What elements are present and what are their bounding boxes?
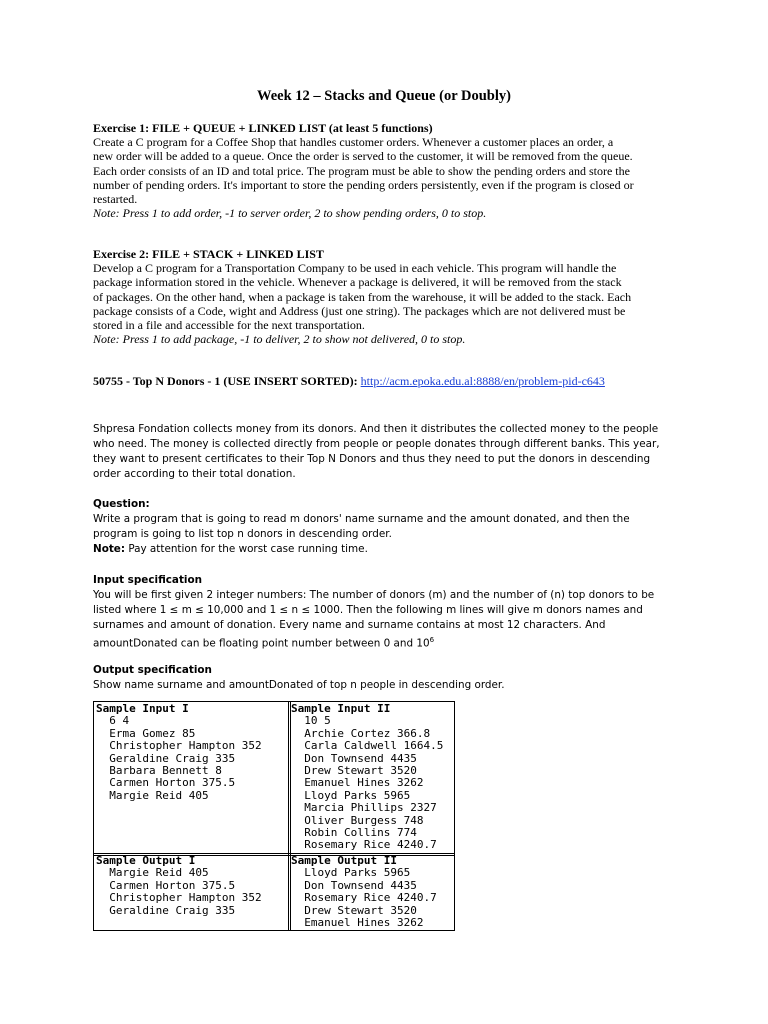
output-spec-heading: Output specification [93,664,212,676]
question-note-text: Pay attention for the worst case running time. [125,543,368,555]
sample-input-2-lines-line: Don Townsend 4435 [291,751,417,765]
sample-input-1-lines-line: Erma Gomez 85 [96,726,196,740]
sample-output-1-lines [96,867,262,917]
exercise-2-heading: Exercise 2: FILE + STACK + LINKED LIST [93,247,324,261]
problem-intro-line: order according to their total donation. [93,468,296,480]
sample-input-2-lines-line: Robin Collins 774 [291,826,417,840]
exercise-1-note: Note: Press 1 to add order, -1 to server order, 2 to show pending orders, 0 to stop. [93,206,487,221]
sample-input-2-label: Sample Input II [291,702,391,715]
sample-output-1-lines-line: Carmen Horton 375.5 [96,878,236,892]
input-spec-body-line: listed where 1 ≤ m ≤ 10,000 and 1 ≤ n ≤ 1000. Then the following m lines will give m donors names and [93,604,643,616]
sample-output-2-lines-line: Drew Stewart 3520 [291,903,417,917]
input-spec-section [93,573,683,651]
exercise-2-body [93,261,683,332]
exercise-2-body-line: package consists of a Code, wight and Address (just one string). The packages which are not delivered must be [93,303,626,318]
input-spec-body-line: You will be first given 2 integer numbers: The number of donors (m) and the number of (n) top donors to be [93,589,655,601]
sample-output-2-lines-line: Lloyd Parks 5965 [291,866,411,880]
sample-input-2-lines-line: 10 5 [291,714,331,728]
sample-output-2-lines-line: Emanuel Hines 3262 [291,916,424,930]
exercise-1-body-line: Each order consists of an ID and total price. The program must be able to show the pending orders and store the [93,163,630,178]
sample-output-1-label: Sample Output I [96,854,196,867]
exercise-2-body-line: of packages. On the other hand, when a package is taken from the warehouse, it will be added to the stack. Each [93,289,632,304]
sample-output-2-lines [291,867,437,929]
sample-input-1-label: Sample Input I [96,702,189,715]
sample-input-1-lines-line: Barbara Bennett 8 [96,764,222,778]
sample-output-1-lines-line: Christopher Hampton 352 [96,891,262,905]
question-body-line: program is going to list top n donors in descending order. [93,528,392,540]
problem-intro [93,422,683,482]
sample-input-2-lines [291,715,443,851]
exercise-1-heading: Exercise 1: FILE + QUEUE + LINKED LIST (at least 5 functions) [93,121,433,135]
problem-heading-row [93,374,683,388]
input-spec-heading: Input specification [93,574,203,586]
problem-intro-line: who need. The money is collected directly from people or people donates through different banks. This year, [93,438,660,450]
exercise-2-body-line: package information stored in the vehicle. Whenever a package is delivered, it will be removed from the stack [93,275,622,290]
sample-output-2-label: Sample Output II [291,854,397,867]
input-spec-last-text: amountDonated can be floating point number between 0 and 10 [93,637,430,650]
page-title: Week 12 – Stacks and Queue (or Doubly) [257,88,511,104]
sample-input-2-lines-line: Drew Stewart 3520 [291,764,417,778]
input-spec-last-line [93,633,683,651]
question-body-line: Write a program that is going to read m donors' name surname and the amount donated, and then the [93,513,630,525]
sample-input-1-lines-line: 6 4 [96,714,130,728]
exercise-1-body-line: Create a C program for a Coffee Shop that handles customer orders. Whenever a customer places an order, a [93,135,614,150]
output-spec-section [93,663,683,693]
sample-input-1-lines-line: Geraldine Craig 335 [96,751,236,765]
sample-input-2-lines-line: Oliver Burgess 748 [291,813,424,827]
question-body [93,512,683,542]
sample-output-2-cell [291,855,437,929]
sample-input-2-lines-line: Marcia Phillips 2327 [291,801,437,815]
question-section [93,497,683,557]
sample-input-2-lines-line: Emanuel Hines 3262 [291,776,424,790]
input-spec-body [93,588,683,633]
exercise-1-body-line: restarted. [93,192,138,207]
sample-input-1-lines-line: Margie Reid 405 [96,788,209,802]
sample-input-1-lines [96,715,262,802]
problem-heading: 50755 - Top N Donors - 1 (USE INSERT SORTED): [93,374,358,388]
sample-input-1-lines-line: Carmen Horton 375.5 [96,776,236,790]
question-note-label: Note: [93,543,126,555]
question-note [93,542,683,557]
input-spec-exponent: 6 [429,636,435,644]
exercise-2-body-line: Develop a C program for a Transportation Company to be used in each vehicle. This program will handle the [93,261,617,276]
samples-table [93,701,455,931]
exercise-1-body [93,135,683,206]
sample-input-1-cell [96,703,262,802]
exercise-2-body-line: stored in a file and accessible for the next transportation. [93,318,365,333]
exercise-2-section [93,247,683,346]
sample-input-2-lines-line: Lloyd Parks 5965 [291,788,411,802]
problem-intro-line: they want to present certificates to their Top N Donors and thus they need to put the donors in descending [93,453,651,465]
exercise-1-section [93,121,683,220]
problem-link[interactable]: http://acm.epoka.edu.al:8888/en/problem-pid-c643 [360,374,605,388]
sample-output-1-lines-line: Margie Reid 405 [96,866,209,880]
exercise-1-body-line: new order will be added to a queue. Once the order is served to the customer, it will be removed from the queue. [93,149,633,164]
exercise-1-body-line: number of pending orders. It's important to store the pending orders persistently, even if the program is closed or [93,177,634,192]
sample-output-1-lines-line: Geraldine Craig 335 [96,903,236,917]
sample-input-2-lines-line: Rosemary Rice 4240.7 [291,838,437,852]
input-spec-body-line: surnames and amount of donation. Every name and surname contains at most 12 characters. And [93,619,606,631]
sample-output-1-cell [96,855,262,917]
sample-input-2-cell [291,703,443,852]
problem-intro-line: Shpresa Fondation collects money from its donors. And then it distributes the collected money to the people [93,423,659,435]
exercise-2-note: Note: Press 1 to add package, -1 to deliver, 2 to show not delivered, 0 to stop. [93,332,466,347]
question-heading: Question: [93,498,150,510]
sample-input-2-lines-line: Archie Cortez 366.8 [291,726,431,740]
sample-output-2-lines-line: Don Townsend 4435 [291,878,417,892]
sample-input-1-lines-line: Christopher Hampton 352 [96,739,262,753]
sample-input-2-lines-line: Carla Caldwell 1664.5 [291,739,444,753]
output-spec-line: Show name surname and amountDonated of top n people in descending order. [93,679,505,691]
sample-output-2-lines-line: Rosemary Rice 4240.7 [291,891,437,905]
